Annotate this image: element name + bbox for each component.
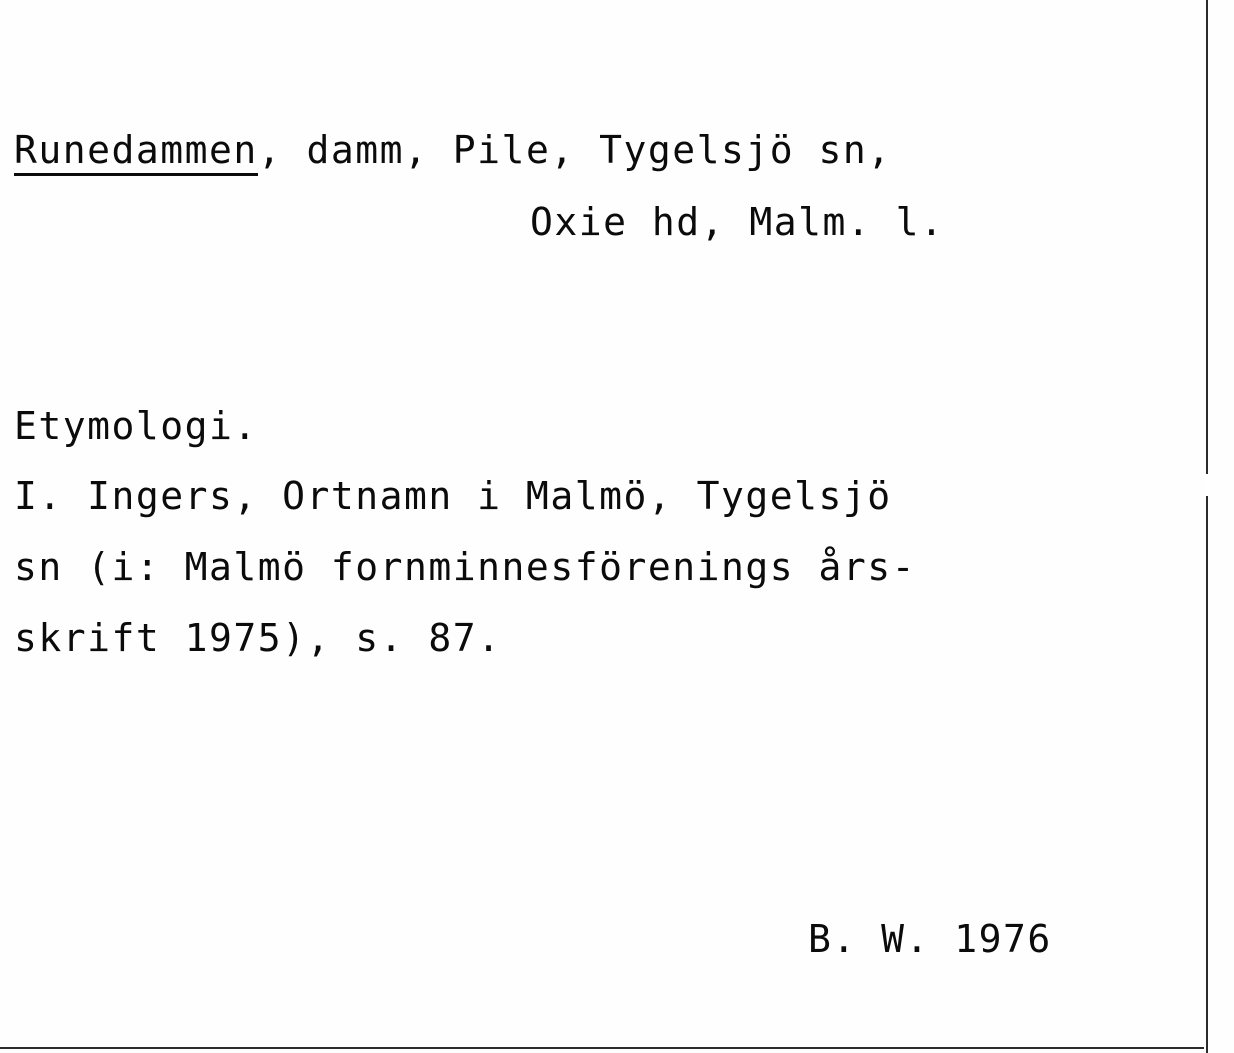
etymology-line-1: I. Ingers, Ortnamn i Malmö, Tygelsjö	[14, 474, 892, 518]
card-right-border	[1206, 0, 1208, 1053]
etymology-line-2: sn (i: Malmö fornminnesförenings års-	[14, 545, 916, 589]
headword-qualifiers: , damm, Pile, Tygelsjö sn,	[257, 128, 892, 172]
card-bottom-border	[0, 1047, 1204, 1049]
headword-location-line: Oxie hd, Malm. l.	[530, 200, 945, 244]
headword-line	[14, 124, 892, 176]
etymology-line-3: skrift 1975), s. 87.	[14, 616, 502, 660]
headword: Runedammen	[14, 128, 258, 176]
card-right-border-gap	[1204, 474, 1210, 496]
section-title-etymology: Etymologi.	[14, 404, 258, 448]
signature: B. W. 1976	[808, 917, 1052, 961]
